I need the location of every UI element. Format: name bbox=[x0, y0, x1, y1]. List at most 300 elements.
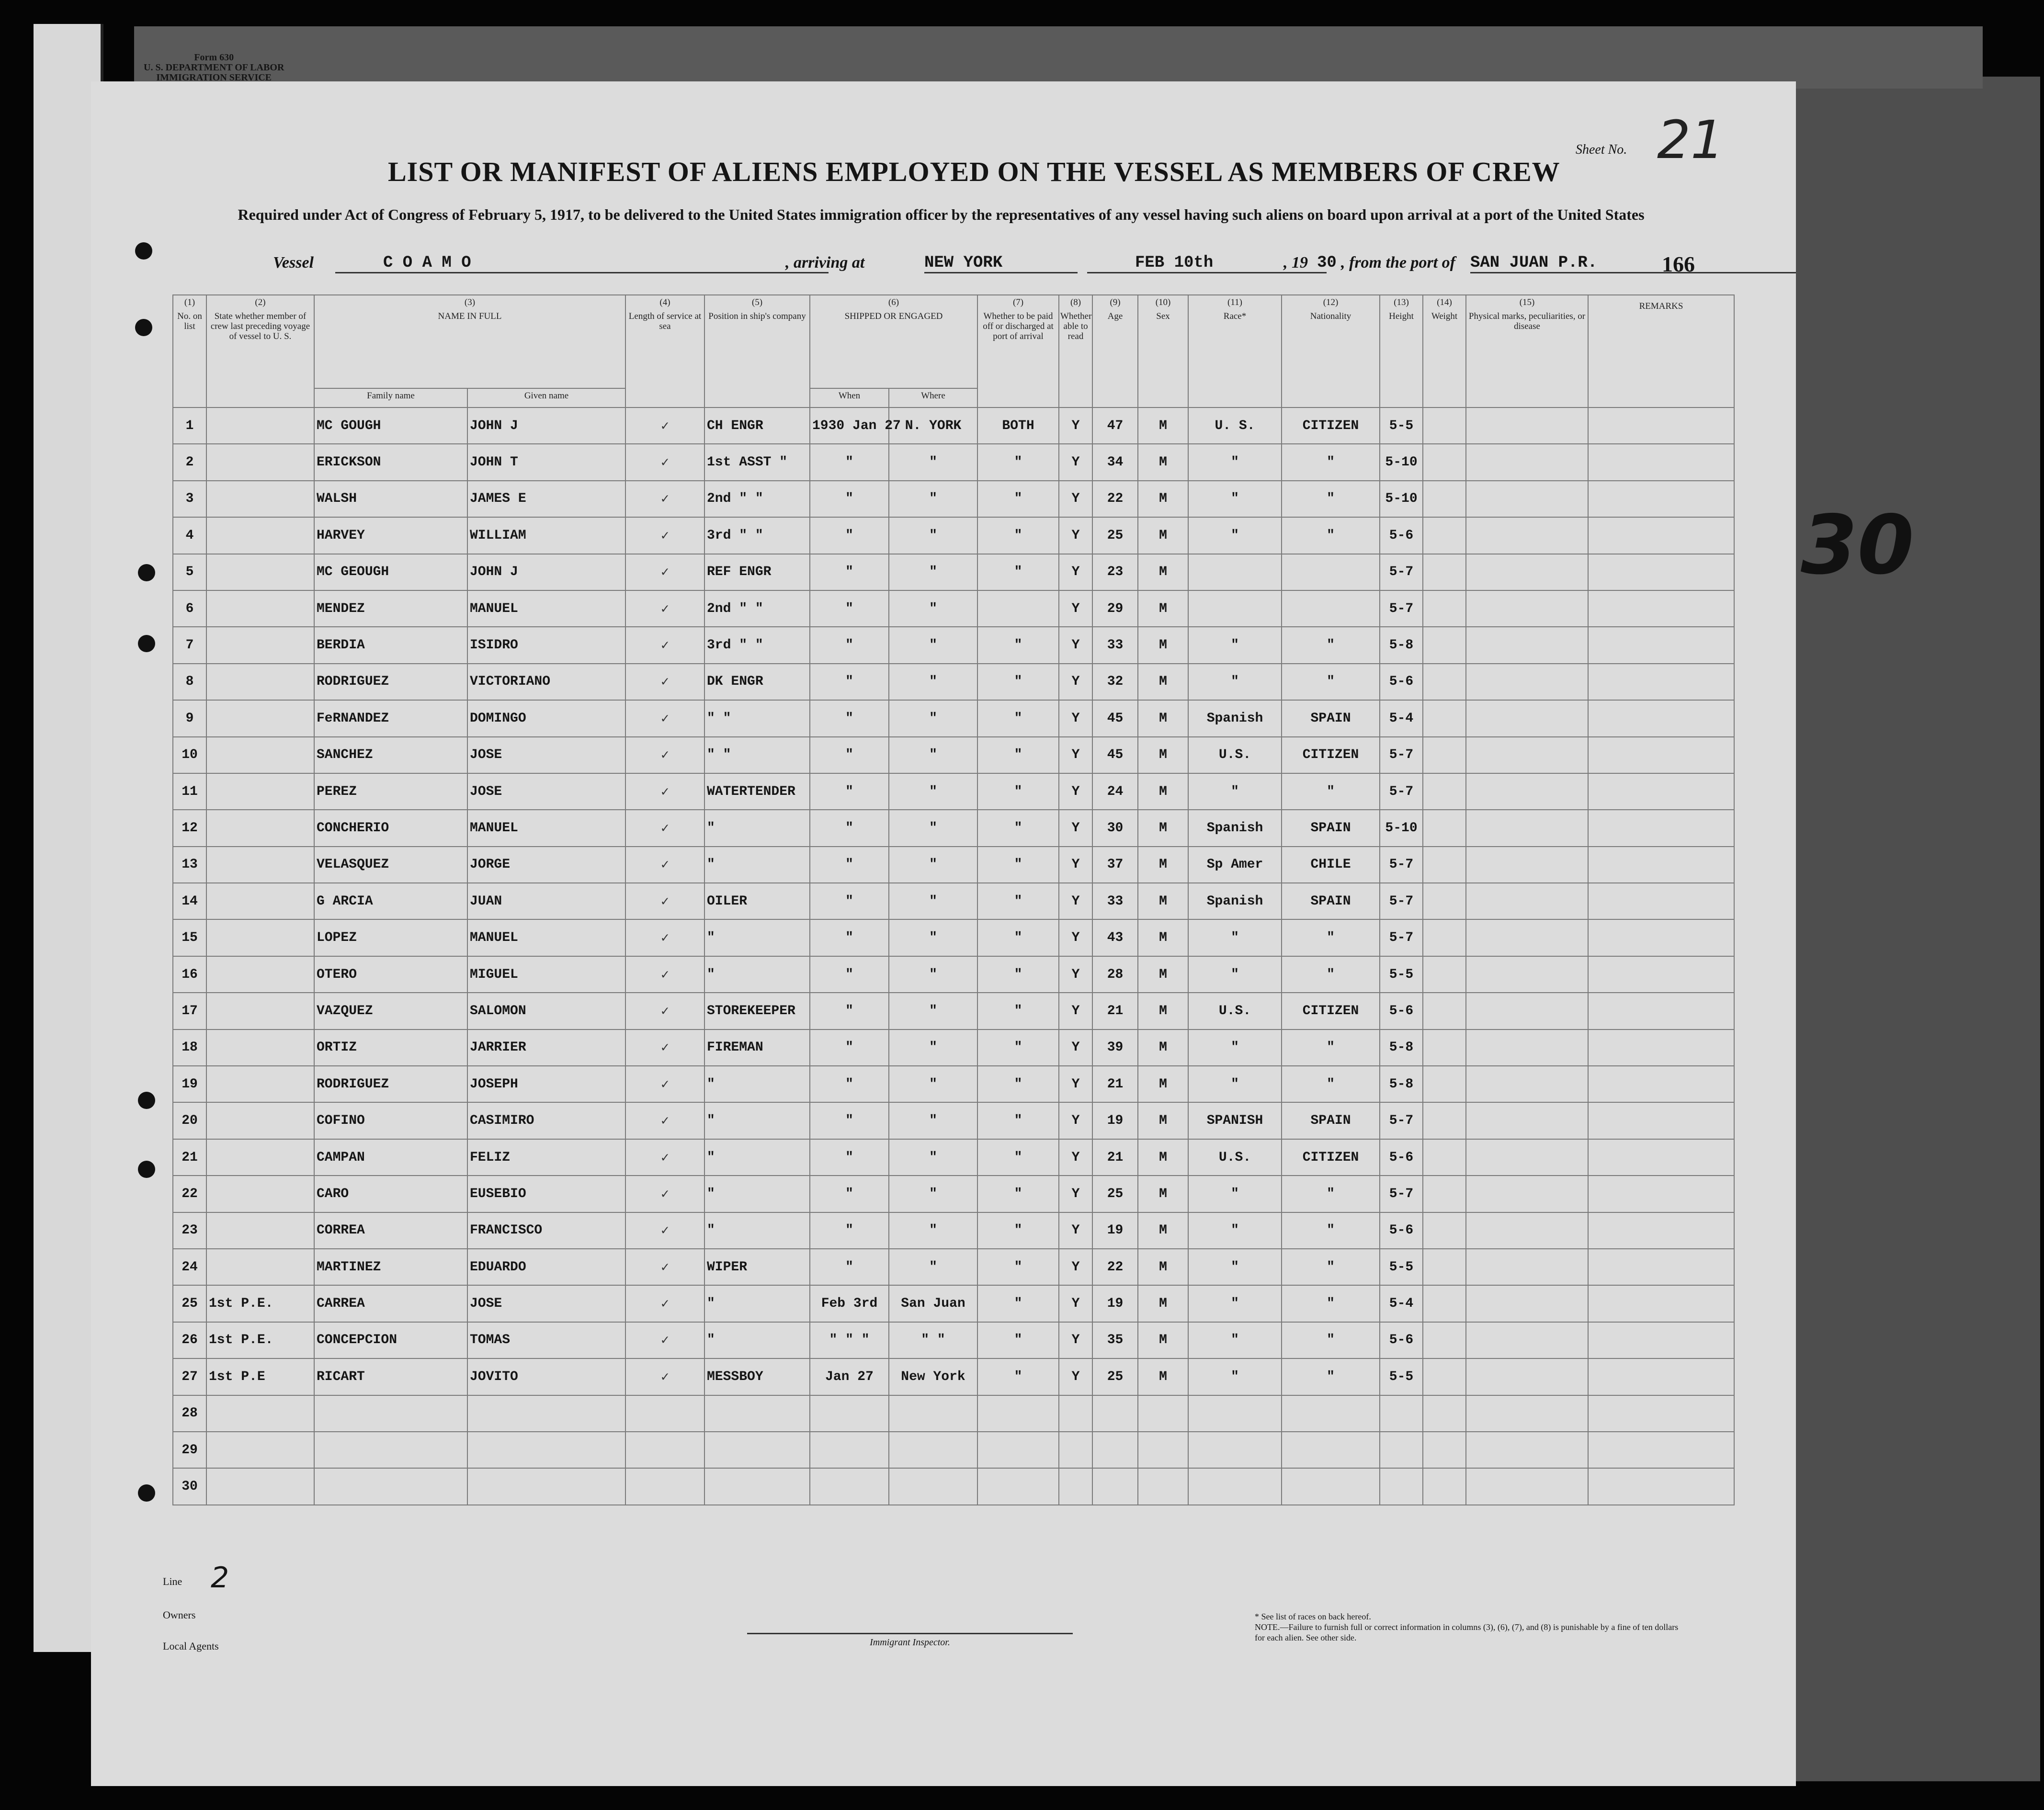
cell-weight bbox=[1423, 554, 1466, 590]
cell-weight bbox=[1423, 956, 1466, 993]
cell-age: 22 bbox=[1092, 1249, 1138, 1285]
col-header-when: When bbox=[810, 388, 889, 407]
cell-sex: M bbox=[1138, 627, 1188, 663]
cell-paid: " bbox=[977, 481, 1059, 517]
owners-label: Owners bbox=[163, 1609, 196, 1621]
col-header-age: (9) Age bbox=[1092, 295, 1138, 407]
table-row bbox=[173, 810, 1734, 846]
cell-height: 5-6 bbox=[1380, 517, 1423, 554]
cell-paid bbox=[977, 1432, 1059, 1468]
cell-position: " bbox=[704, 1066, 810, 1102]
table-row bbox=[173, 1322, 1734, 1358]
cell-nationality: " bbox=[1282, 627, 1380, 663]
cell-given: TOMAS bbox=[467, 1322, 625, 1358]
cell-given: FRANCISCO bbox=[467, 1212, 625, 1249]
cell-marks bbox=[1466, 847, 1588, 883]
cell-read: Y bbox=[1059, 1358, 1092, 1395]
cell-sex: M bbox=[1138, 664, 1188, 700]
cell-position: " bbox=[704, 919, 810, 956]
cell-paid: " bbox=[977, 664, 1059, 700]
cell-sex: M bbox=[1138, 737, 1188, 773]
cell-given: MANUEL bbox=[467, 919, 625, 956]
cell-remarks bbox=[1588, 481, 1734, 517]
document-subtitle: Required under Act of Congress of February 5, 1917, to be delivered to the United States immigration officer by the representatives of any vessel having such aliens on board upon arrival at a port of the United States bbox=[238, 206, 1645, 223]
cell-read: Y bbox=[1059, 627, 1092, 663]
table-row bbox=[173, 554, 1734, 590]
cell-read: Y bbox=[1059, 1322, 1092, 1358]
cell-paid: " bbox=[977, 1212, 1059, 1249]
table-row bbox=[173, 919, 1734, 956]
cell-paid: " bbox=[977, 1102, 1059, 1139]
cell-where: " bbox=[889, 554, 977, 590]
immigrant-inspector-line: Immigrant Inspector. bbox=[747, 1633, 1073, 1648]
cell-race: " bbox=[1188, 1285, 1282, 1322]
table-row bbox=[173, 700, 1734, 736]
table-row bbox=[173, 664, 1734, 700]
cell-service: ✓ bbox=[625, 700, 704, 736]
table-row bbox=[173, 1395, 1734, 1432]
cell-sex: M bbox=[1138, 407, 1188, 444]
cell-family: RICART bbox=[314, 1358, 467, 1395]
cell-age: 47 bbox=[1092, 407, 1138, 444]
punch-hole bbox=[135, 242, 152, 260]
cell-prev bbox=[206, 1029, 314, 1066]
cell-given: JOSE bbox=[467, 1285, 625, 1322]
cell-where: " bbox=[889, 1249, 977, 1285]
cell-weight bbox=[1423, 1432, 1466, 1468]
cell-nationality bbox=[1282, 554, 1380, 590]
cell-remarks bbox=[1588, 517, 1734, 554]
cell-age: 23 bbox=[1092, 554, 1138, 590]
cell-height: 5-10 bbox=[1380, 444, 1423, 480]
cell-given: EUSEBIO bbox=[467, 1176, 625, 1212]
cell-paid: " bbox=[977, 810, 1059, 846]
cell-age: 19 bbox=[1092, 1102, 1138, 1139]
cell-marks bbox=[1466, 1066, 1588, 1102]
cell-nationality: CITIZEN bbox=[1282, 407, 1380, 444]
cell-nationality: SPAIN bbox=[1282, 883, 1380, 919]
cell-where: " bbox=[889, 737, 977, 773]
cell-sex: M bbox=[1138, 1139, 1188, 1176]
cell-weight bbox=[1423, 773, 1466, 810]
cell-no: 13 bbox=[173, 847, 206, 883]
cell-given: JOSEPH bbox=[467, 1066, 625, 1102]
cell-sex bbox=[1138, 1432, 1188, 1468]
cell-race: " bbox=[1188, 1176, 1282, 1212]
line-value: 2 bbox=[211, 1561, 229, 1595]
cell-family: ORTIZ bbox=[314, 1029, 467, 1066]
cell-height: 5-4 bbox=[1380, 700, 1423, 736]
cell-race: Spanish bbox=[1188, 810, 1282, 846]
cell-weight bbox=[1423, 517, 1466, 554]
cell-marks bbox=[1466, 773, 1588, 810]
cell-paid: " bbox=[977, 847, 1059, 883]
cell-race: " bbox=[1188, 1029, 1282, 1066]
stamp-number: 166 bbox=[1662, 252, 1695, 276]
cell-height: 5-7 bbox=[1380, 1176, 1423, 1212]
cell-nationality: " bbox=[1282, 664, 1380, 700]
cell-prev bbox=[206, 1102, 314, 1139]
cell-position: " bbox=[704, 810, 810, 846]
cell-where: " bbox=[889, 919, 977, 956]
cell-where: " bbox=[889, 810, 977, 846]
col-header-race: (11) Race* bbox=[1188, 295, 1282, 407]
cell-prev bbox=[206, 1468, 314, 1505]
cell-paid: " bbox=[977, 1358, 1059, 1395]
cell-age: 25 bbox=[1092, 1176, 1138, 1212]
cell-remarks bbox=[1588, 554, 1734, 590]
cell-paid: " bbox=[977, 517, 1059, 554]
table-row bbox=[173, 1066, 1734, 1102]
cell-family: HARVEY bbox=[314, 517, 467, 554]
cell-where: " bbox=[889, 956, 977, 993]
cell-nationality: SPAIN bbox=[1282, 1102, 1380, 1139]
cell-race bbox=[1188, 554, 1282, 590]
cell-nationality: CITIZEN bbox=[1282, 993, 1380, 1029]
cell-sex: M bbox=[1138, 1358, 1188, 1395]
cell-where: " " bbox=[889, 1322, 977, 1358]
cell-sex: M bbox=[1138, 1102, 1188, 1139]
table-row bbox=[173, 847, 1734, 883]
cell-age: 35 bbox=[1092, 1322, 1138, 1358]
vessel-label: Vessel bbox=[273, 254, 314, 272]
cell-where: " bbox=[889, 773, 977, 810]
cell-height: 5-8 bbox=[1380, 1029, 1423, 1066]
cell-family: CORREA bbox=[314, 1212, 467, 1249]
cell-given: ISIDRO bbox=[467, 627, 625, 663]
cell-remarks bbox=[1588, 1395, 1734, 1432]
cell-where: San Juan bbox=[889, 1285, 977, 1322]
table-row bbox=[173, 883, 1734, 919]
cell-paid: BOTH bbox=[977, 407, 1059, 444]
cell-family: VAZQUEZ bbox=[314, 993, 467, 1029]
cell-paid: " bbox=[977, 993, 1059, 1029]
cell-no: 30 bbox=[173, 1468, 206, 1505]
cell-when: Feb 3rd bbox=[810, 1285, 889, 1322]
cell-service: ✓ bbox=[625, 517, 704, 554]
vessel-name: C O A M O bbox=[335, 254, 829, 273]
cell-prev bbox=[206, 700, 314, 736]
table-row bbox=[173, 956, 1734, 993]
cell-nationality bbox=[1282, 1432, 1380, 1468]
cell-age: 28 bbox=[1092, 956, 1138, 993]
cell-nationality: " bbox=[1282, 517, 1380, 554]
cell-weight bbox=[1423, 810, 1466, 846]
cell-height: 5-7 bbox=[1380, 773, 1423, 810]
cell-given: JOSE bbox=[467, 737, 625, 773]
cell-weight bbox=[1423, 919, 1466, 956]
cell-marks bbox=[1466, 993, 1588, 1029]
cell-sex: M bbox=[1138, 1176, 1188, 1212]
cell-race bbox=[1188, 1432, 1282, 1468]
cell-no: 21 bbox=[173, 1139, 206, 1176]
cell-sex bbox=[1138, 1468, 1188, 1505]
punch-hole bbox=[138, 635, 155, 652]
cell-where: " bbox=[889, 1029, 977, 1066]
cell-sex: M bbox=[1138, 481, 1188, 517]
cell-age: 37 bbox=[1092, 847, 1138, 883]
cell-family: MC GEOUGH bbox=[314, 554, 467, 590]
cell-remarks bbox=[1588, 1029, 1734, 1066]
form-identifier bbox=[144, 53, 284, 83]
cell-given: SALOMON bbox=[467, 993, 625, 1029]
cell-paid: " bbox=[977, 700, 1059, 736]
cell-family: G ARCIA bbox=[314, 883, 467, 919]
cell-remarks bbox=[1588, 1432, 1734, 1468]
cell-service: ✓ bbox=[625, 993, 704, 1029]
cell-service bbox=[625, 1395, 704, 1432]
cell-marks bbox=[1466, 1102, 1588, 1139]
cell-when: " bbox=[810, 554, 889, 590]
cell-race bbox=[1188, 1468, 1282, 1505]
document-title: LIST OR MANIFEST OF ALIENS EMPLOYED ON THE VESSEL AS MEMBERS OF CREW bbox=[388, 156, 1560, 187]
cell-when: " bbox=[810, 773, 889, 810]
cell-no: 16 bbox=[173, 956, 206, 993]
cell-given: JOHN T bbox=[467, 444, 625, 480]
cell-age: 39 bbox=[1092, 1029, 1138, 1066]
cell-no: 18 bbox=[173, 1029, 206, 1066]
cell-paid bbox=[977, 590, 1059, 627]
col-header-service: (4) Length of service at sea bbox=[625, 295, 704, 407]
col-header-family-name: Family name bbox=[314, 388, 467, 407]
arrival-date: FEB 10th bbox=[1087, 254, 1327, 273]
cell-no: 12 bbox=[173, 810, 206, 846]
cell-age: 43 bbox=[1092, 919, 1138, 956]
arriving-label: , arriving at bbox=[785, 254, 865, 272]
cell-where bbox=[889, 1468, 977, 1505]
col-header-physical-marks: (15) Physical marks, peculiarities, or disease bbox=[1466, 295, 1588, 407]
cell-service bbox=[625, 1432, 704, 1468]
cell-remarks bbox=[1588, 700, 1734, 736]
cell-no: 15 bbox=[173, 919, 206, 956]
cell-weight bbox=[1423, 700, 1466, 736]
cell-weight bbox=[1423, 1395, 1466, 1432]
cell-where: " bbox=[889, 1066, 977, 1102]
cell-given: JORGE bbox=[467, 847, 625, 883]
cell-weight bbox=[1423, 664, 1466, 700]
cell-service: ✓ bbox=[625, 664, 704, 700]
cell-marks bbox=[1466, 517, 1588, 554]
cell-race: Spanish bbox=[1188, 883, 1282, 919]
cell-height: 5-5 bbox=[1380, 956, 1423, 993]
cell-remarks bbox=[1588, 1139, 1734, 1176]
line-label: Line bbox=[163, 1575, 182, 1587]
cell-marks bbox=[1466, 1285, 1588, 1322]
cell-height: 5-10 bbox=[1380, 810, 1423, 846]
cell-marks bbox=[1466, 956, 1588, 993]
punch-hole bbox=[138, 1092, 155, 1109]
cell-position bbox=[704, 1468, 810, 1505]
cell-service: ✓ bbox=[625, 444, 704, 480]
cell-given: MANUEL bbox=[467, 590, 625, 627]
cell-given: JARRIER bbox=[467, 1029, 625, 1066]
cell-no: 22 bbox=[173, 1176, 206, 1212]
cell-age: 21 bbox=[1092, 993, 1138, 1029]
cell-prev bbox=[206, 1395, 314, 1432]
cell-family: PEREZ bbox=[314, 773, 467, 810]
cell-paid: " bbox=[977, 1066, 1059, 1102]
cell-given: JOHN J bbox=[467, 554, 625, 590]
cell-no: 6 bbox=[173, 590, 206, 627]
cell-weight bbox=[1423, 1249, 1466, 1285]
cell-marks bbox=[1466, 883, 1588, 919]
cell-nationality: CITIZEN bbox=[1282, 737, 1380, 773]
cell-when: " bbox=[810, 590, 889, 627]
cell-prev bbox=[206, 1432, 314, 1468]
cell-marks bbox=[1466, 1249, 1588, 1285]
crew-manifest-table bbox=[172, 294, 1735, 1505]
cell-position: " bbox=[704, 956, 810, 993]
cell-height: 5-6 bbox=[1380, 1139, 1423, 1176]
cell-paid: " bbox=[977, 1176, 1059, 1212]
cell-when: 1930 Jan 27 bbox=[810, 407, 889, 444]
cell-family bbox=[314, 1395, 467, 1432]
cell-prev bbox=[206, 810, 314, 846]
cell-nationality: " bbox=[1282, 1029, 1380, 1066]
cell-prev bbox=[206, 481, 314, 517]
cell-remarks bbox=[1588, 1176, 1734, 1212]
cell-service: ✓ bbox=[625, 883, 704, 919]
cell-given bbox=[467, 1395, 625, 1432]
cell-weight bbox=[1423, 1212, 1466, 1249]
cell-family: COFINO bbox=[314, 1102, 467, 1139]
cell-height: 5-6 bbox=[1380, 1322, 1423, 1358]
cell-when: " bbox=[810, 1212, 889, 1249]
cell-paid: " bbox=[977, 1029, 1059, 1066]
cell-age: 22 bbox=[1092, 481, 1138, 517]
cell-read: Y bbox=[1059, 1139, 1092, 1176]
cell-height: 5-7 bbox=[1380, 554, 1423, 590]
cell-position: " " bbox=[704, 700, 810, 736]
cell-race: Spanish bbox=[1188, 700, 1282, 736]
cell-race: Sp Amer bbox=[1188, 847, 1282, 883]
cell-position: " bbox=[704, 1322, 810, 1358]
cell-prev bbox=[206, 773, 314, 810]
punch-hole bbox=[138, 1161, 155, 1178]
cell-when bbox=[810, 1432, 889, 1468]
cell-read: Y bbox=[1059, 1029, 1092, 1066]
cell-weight bbox=[1423, 1176, 1466, 1212]
cell-read: Y bbox=[1059, 883, 1092, 919]
col-header-read: (8) Whether able to read bbox=[1059, 295, 1092, 407]
cell-paid: " bbox=[977, 773, 1059, 810]
cell-given: FELIZ bbox=[467, 1139, 625, 1176]
col-header-weight: (14) Weight bbox=[1423, 295, 1466, 407]
cell-service: ✓ bbox=[625, 1102, 704, 1139]
table-row bbox=[173, 444, 1734, 480]
cell-remarks bbox=[1588, 993, 1734, 1029]
punch-hole bbox=[138, 564, 155, 581]
cell-age bbox=[1092, 1395, 1138, 1432]
cell-read: Y bbox=[1059, 993, 1092, 1029]
cell-prev bbox=[206, 919, 314, 956]
cell-sex: M bbox=[1138, 590, 1188, 627]
cell-family: RODRIGUEZ bbox=[314, 1066, 467, 1102]
cell-paid: " bbox=[977, 627, 1059, 663]
cell-prev bbox=[206, 664, 314, 700]
cell-read: Y bbox=[1059, 737, 1092, 773]
cell-weight bbox=[1423, 993, 1466, 1029]
form-number: Form 630 bbox=[194, 52, 234, 63]
cell-read: Y bbox=[1059, 810, 1092, 846]
cell-weight bbox=[1423, 847, 1466, 883]
cell-given: MANUEL bbox=[467, 810, 625, 846]
cell-race: " bbox=[1188, 919, 1282, 956]
cell-age bbox=[1092, 1468, 1138, 1505]
cell-when: " bbox=[810, 1176, 889, 1212]
cell-position: DK ENGR bbox=[704, 664, 810, 700]
cell-prev bbox=[206, 590, 314, 627]
cell-height: 5-7 bbox=[1380, 737, 1423, 773]
cell-paid: " bbox=[977, 444, 1059, 480]
cell-height: 5-8 bbox=[1380, 627, 1423, 663]
cell-remarks bbox=[1588, 810, 1734, 846]
sheet-number-label: Sheet No. bbox=[1576, 142, 1627, 157]
cell-nationality: " bbox=[1282, 956, 1380, 993]
cell-read: Y bbox=[1059, 1249, 1092, 1285]
cell-service bbox=[625, 1468, 704, 1505]
cell-position: " bbox=[704, 1212, 810, 1249]
col-header-where: Where bbox=[889, 388, 977, 407]
cell-weight bbox=[1423, 737, 1466, 773]
cell-race: SPANISH bbox=[1188, 1102, 1282, 1139]
footer-note bbox=[1255, 1611, 1686, 1643]
cell-when: " bbox=[810, 444, 889, 480]
cell-when: " bbox=[810, 1029, 889, 1066]
cell-nationality bbox=[1282, 1468, 1380, 1505]
cell-prev bbox=[206, 883, 314, 919]
cell-race: U. S. bbox=[1188, 407, 1282, 444]
cell-age: 25 bbox=[1092, 517, 1138, 554]
cell-weight bbox=[1423, 1358, 1466, 1395]
table-row bbox=[173, 590, 1734, 627]
cell-position bbox=[704, 1432, 810, 1468]
local-agents-label: Local Agents bbox=[163, 1640, 219, 1652]
race-note: * See list of races on back hereof. bbox=[1255, 1612, 1371, 1621]
cell-height: 5-5 bbox=[1380, 1358, 1423, 1395]
cell-position: " bbox=[704, 1285, 810, 1322]
cell-weight bbox=[1423, 1285, 1466, 1322]
cell-age: 21 bbox=[1092, 1139, 1138, 1176]
cell-remarks bbox=[1588, 1212, 1734, 1249]
cell-family bbox=[314, 1432, 467, 1468]
cell-sex: M bbox=[1138, 1212, 1188, 1249]
cell-race: " bbox=[1188, 1322, 1282, 1358]
cell-height: 5-6 bbox=[1380, 993, 1423, 1029]
cell-nationality: " bbox=[1282, 1322, 1380, 1358]
cell-position: FIREMAN bbox=[704, 1029, 810, 1066]
cell-remarks bbox=[1588, 1066, 1734, 1102]
cell-when: " bbox=[810, 664, 889, 700]
table-row bbox=[173, 773, 1734, 810]
cell-height: 5-5 bbox=[1380, 1249, 1423, 1285]
cell-position: 3rd " " bbox=[704, 517, 810, 554]
cell-nationality: " bbox=[1282, 1066, 1380, 1102]
cell-prev bbox=[206, 1249, 314, 1285]
cell-prev: 1st P.E. bbox=[206, 1285, 314, 1322]
cell-marks bbox=[1466, 737, 1588, 773]
table-header-row bbox=[173, 295, 1734, 388]
cell-where: " bbox=[889, 590, 977, 627]
cell-where: N. YORK bbox=[889, 407, 977, 444]
cell-nationality: CITIZEN bbox=[1282, 1139, 1380, 1176]
cell-read: Y bbox=[1059, 919, 1092, 956]
margin-annotation: 30 bbox=[1801, 498, 1914, 593]
col-header-paid-off: (7) Whether to be paid off or discharged at port of arrival bbox=[977, 295, 1059, 407]
cell-remarks bbox=[1588, 627, 1734, 663]
cell-when: " bbox=[810, 956, 889, 993]
cell-remarks bbox=[1588, 737, 1734, 773]
